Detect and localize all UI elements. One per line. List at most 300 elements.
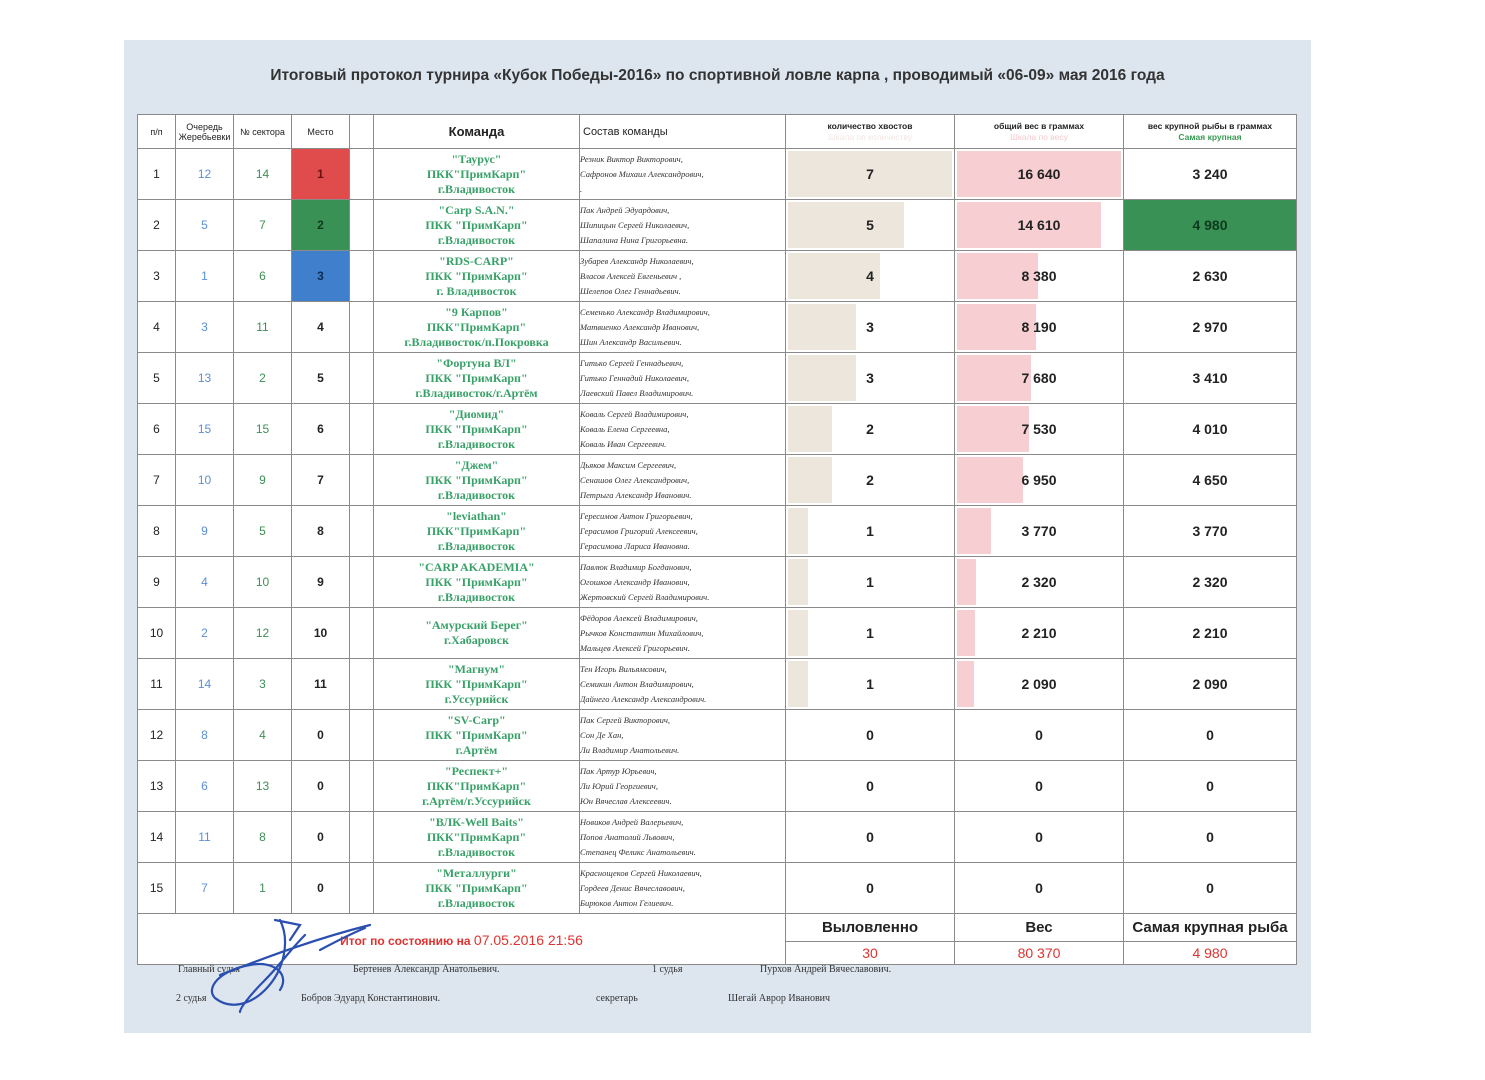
header-sector: № сектора [234, 115, 292, 149]
team-name [374, 149, 580, 200]
weight-cell [955, 557, 1124, 608]
team-members [580, 251, 786, 302]
weight-cell [955, 353, 1124, 404]
blank-cell [350, 506, 374, 557]
count-value: 1 [866, 574, 874, 590]
weight-bar [957, 508, 991, 554]
team-members [580, 659, 786, 710]
place-badge: 1 [292, 149, 350, 200]
table-row [138, 710, 1297, 761]
count-bar [788, 661, 808, 707]
team-line: г.Владивосток [437, 895, 516, 910]
member-name: Семенько Александр Владимирович, [580, 306, 710, 317]
member-name: Краснощеков Сергей Николаевич, [580, 867, 702, 878]
weight-cell [955, 506, 1124, 557]
sector-number: 10 [234, 557, 292, 608]
header-bigfish-sub: Самая крупная [1178, 131, 1242, 142]
bigfish-value: 4 650 [1124, 455, 1297, 506]
row-number: 13 [138, 761, 176, 812]
member-name: Сон Де Хан, [580, 729, 624, 740]
judge2-role: 2 судья [176, 993, 207, 1004]
member-name: Герасимова Лариса Ивановна. [580, 540, 690, 551]
member-name: Власов Алексей Евгеньевич , [580, 270, 682, 281]
team-name [374, 455, 580, 506]
member-name: Сенашов Олег Александрович, [580, 474, 690, 485]
team-name [374, 761, 580, 812]
team-line: ПКК "ПримКарп" [425, 421, 528, 436]
weight-value: 8 190 [1021, 319, 1057, 335]
team-name [374, 404, 580, 455]
secretary-role: секретарь [596, 993, 638, 1004]
team-members [580, 710, 786, 761]
team-name [374, 353, 580, 404]
totals-weight-label: Вес [955, 914, 1124, 942]
member-name: Шапалина Нина Григорьевна. [580, 234, 688, 245]
draw-order: 1 [176, 251, 234, 302]
team-line: г.Владивосток [437, 844, 516, 859]
member-name: Павлюк Владимир Богданович, [580, 561, 692, 572]
place-badge: 7 [292, 455, 350, 506]
draw-order: 7 [176, 863, 234, 914]
sector-number: 4 [234, 710, 292, 761]
team-members [580, 200, 786, 251]
count-value: 4 [866, 268, 874, 284]
team-line: ПКК"ПримКарп" [426, 523, 527, 538]
handwritten-signature [90, 880, 390, 1030]
weight-cell [955, 149, 1124, 200]
team-line: "Металлурги" [436, 865, 517, 880]
blank-cell [350, 812, 374, 863]
bigfish-value: 4 980 [1124, 200, 1297, 251]
member-name: Шипицын Сергей Николаевич, [580, 219, 690, 230]
member-name: Степанец Феликс Анатольевич. [580, 846, 696, 857]
sector-number: 1 [234, 863, 292, 914]
member-name: Жертовский Сергей Владимирович. [580, 591, 710, 602]
weight-cell [955, 710, 1124, 761]
table-row [138, 302, 1297, 353]
chief-judge-role: Главный судья [178, 964, 241, 975]
member-name: Тен Игорь Вильямсович, [580, 663, 667, 674]
team-name [374, 251, 580, 302]
chief-judge-name: Бертенев Александр Анатольевич. [353, 964, 500, 975]
bigfish-value: 0 [1124, 863, 1297, 914]
team-line: ПКК"ПримКарп" [426, 778, 527, 793]
sector-number: 6 [234, 251, 292, 302]
header-weight-label: общий вес в граммах [993, 120, 1085, 131]
team-members [580, 557, 786, 608]
weight-bar [957, 355, 1031, 401]
weight-value: 8 380 [1021, 268, 1057, 284]
team-line: "Таурус" [451, 151, 502, 166]
team-name [374, 506, 580, 557]
header-count-sub: Шкала по количеству [827, 131, 913, 142]
bigfish-value: 3 240 [1124, 149, 1297, 200]
weight-value: 16 640 [1017, 166, 1061, 182]
team-line: г.Артём [455, 742, 498, 757]
bigfish-value: 2 090 [1124, 659, 1297, 710]
team-line: ПКК "ПримКарп" [425, 676, 528, 691]
team-line: "9 Карпов" [445, 304, 508, 319]
page-title: Итоговый протокол турнира «Кубок Победы-2016» по спортивной ловле карпа , проводимый «06-09» мая 2016 года [270, 67, 1165, 84]
team-line: "ВЛК-Well Baits" [429, 814, 524, 829]
member-name: Пак Артур Юрьевич, [580, 765, 657, 776]
totals-weight-value: 80 370 [955, 942, 1124, 965]
count-bar [788, 610, 808, 656]
header-bigfish [1124, 115, 1297, 149]
weight-cell [955, 812, 1124, 863]
member-name: Новиков Андрей Валерьевич, [580, 816, 684, 827]
totals-date: 07.05.2016 21:56 [473, 932, 583, 948]
row-number: 10 [138, 608, 176, 659]
bigfish-value: 2 320 [1124, 557, 1297, 608]
weight-cell [955, 659, 1124, 710]
results-table [137, 114, 1297, 965]
header-weight-sub: Шкала по весу [1010, 131, 1068, 142]
member-name: Шин Александр Васильевич. [580, 336, 682, 347]
member-name: Лаевский Павел Владимирович. [580, 387, 694, 398]
count-cell [786, 761, 955, 812]
team-line: ПКК"ПримКарп" [426, 829, 527, 844]
member-name: Гитько Геннадий Николаевич, [580, 372, 689, 383]
team-line: ПКК "ПримКарп" [425, 268, 528, 283]
header-count [786, 115, 955, 149]
team-line: г.Владивосток/п.Покровка [404, 334, 549, 349]
team-name [374, 812, 580, 863]
team-line: "leviathan" [446, 508, 507, 523]
place-badge: 0 [292, 812, 350, 863]
member-name: . [580, 183, 583, 194]
bigfish-value: 3 410 [1124, 353, 1297, 404]
count-value: 5 [866, 217, 874, 233]
sector-number: 11 [234, 302, 292, 353]
count-value: 1 [866, 676, 874, 692]
table-row [138, 659, 1297, 710]
team-line: "Carp S.A.N." [438, 202, 515, 217]
team-name [374, 200, 580, 251]
table-row [138, 506, 1297, 557]
count-bar [788, 559, 808, 605]
team-line: ПКК"ПримКарп" [426, 319, 527, 334]
draw-order: 4 [176, 557, 234, 608]
weight-cell [955, 200, 1124, 251]
place-badge: 3 [292, 251, 350, 302]
sector-number: 8 [234, 812, 292, 863]
header-bigfish-label: вес крупной рыбы в граммах [1147, 120, 1273, 131]
draw-order: 3 [176, 302, 234, 353]
member-name: Попов Анатолий Львович, [580, 831, 675, 842]
table-row [138, 608, 1297, 659]
member-name: Ли Юрий Георгиевич, [580, 780, 658, 791]
count-cell [786, 557, 955, 608]
team-line: г.Владивосток [437, 436, 516, 451]
member-name: Ли Владимир Анатольевич. [580, 744, 680, 755]
weight-value: 7 680 [1021, 370, 1057, 386]
place-badge: 2 [292, 200, 350, 251]
bigfish-value: 4 010 [1124, 404, 1297, 455]
place-badge: 0 [292, 761, 350, 812]
weight-bar [957, 661, 974, 707]
member-name: Герасимов Григорий Алексеевич, [580, 525, 698, 536]
member-name: Мальцев Алексей Григорьевич. [580, 642, 690, 653]
count-cell [786, 863, 955, 914]
member-name: Сафронов Михаил Александрович, [580, 168, 704, 179]
place-badge: 4 [292, 302, 350, 353]
team-members [580, 404, 786, 455]
row-number: 9 [138, 557, 176, 608]
blank-cell [350, 251, 374, 302]
count-cell [786, 455, 955, 506]
member-name: Пак Сергей Викторович, [580, 714, 671, 725]
totals-note-label: Итог по состоянию на [340, 934, 471, 948]
member-name: Гересимов Антон Григорьевич, [580, 510, 693, 521]
judge2-name: Бобров Эдуард Константинович. [301, 993, 441, 1004]
count-value: 0 [866, 778, 874, 794]
row-number: 1 [138, 149, 176, 200]
team-line: г.Хабаровск [443, 633, 509, 647]
weight-bar [957, 406, 1029, 452]
draw-order: 14 [176, 659, 234, 710]
bigfish-value: 2 630 [1124, 251, 1297, 302]
row-number: 4 [138, 302, 176, 353]
table-header-row [138, 115, 1297, 149]
weight-cell [955, 455, 1124, 506]
place-badge: 9 [292, 557, 350, 608]
count-cell [786, 812, 955, 863]
count-value: 0 [866, 727, 874, 743]
team-line: г.Уссурийск [444, 691, 509, 706]
member-name: Гордеев Денис Вячеславович, [580, 882, 685, 893]
table-row [138, 812, 1297, 863]
row-number: 3 [138, 251, 176, 302]
row-number: 12 [138, 710, 176, 761]
draw-order: 2 [176, 608, 234, 659]
member-name: Зубарев Александр Николаевич, [580, 255, 694, 266]
header-weight [955, 115, 1124, 149]
member-name: Коваль Елена Сергеевна, [580, 423, 670, 434]
count-value: 1 [866, 625, 874, 641]
count-bar [788, 406, 832, 452]
bigfish-value: 0 [1124, 812, 1297, 863]
draw-order: 15 [176, 404, 234, 455]
draw-order: 8 [176, 710, 234, 761]
sector-number: 12 [234, 608, 292, 659]
weight-cell [955, 404, 1124, 455]
place-badge: 5 [292, 353, 350, 404]
team-line: ПКК "ПримКарп" [425, 727, 528, 742]
team-line: ПКК "ПримКарп" [425, 370, 528, 385]
member-name: Резник Виктор Викторович, [580, 153, 683, 164]
table-row [138, 149, 1297, 200]
team-name [374, 608, 580, 659]
team-line: ПКК"ПримКарп" [426, 166, 527, 181]
member-name: Шелепов Олег Геннадьевич. [580, 285, 681, 296]
count-cell [786, 149, 955, 200]
weight-value: 7 530 [1021, 421, 1057, 437]
sector-number: 13 [234, 761, 292, 812]
totals-caught-value: 30 [786, 942, 955, 965]
draw-order: 13 [176, 353, 234, 404]
header-team: Команда [374, 115, 580, 149]
draw-order: 11 [176, 812, 234, 863]
weight-cell [955, 863, 1124, 914]
member-name: Пак Андрей Эдуардович, [580, 204, 670, 215]
count-cell [786, 200, 955, 251]
count-value: 7 [866, 166, 874, 182]
team-line: ПКК "ПримКарп" [425, 574, 528, 589]
team-line: г.Владивосток [437, 589, 516, 604]
place-badge: 6 [292, 404, 350, 455]
weight-bar [957, 457, 1023, 503]
team-name [374, 710, 580, 761]
weight-value: 0 [1035, 829, 1043, 845]
member-name: Коваль Иван Сергеевич. [580, 438, 667, 449]
weight-cell [955, 761, 1124, 812]
blank-cell [350, 302, 374, 353]
count-cell [786, 404, 955, 455]
table-row [138, 455, 1297, 506]
weight-value: 2 210 [1021, 625, 1057, 641]
team-line: ПКК "ПримКарп" [425, 880, 528, 895]
count-cell [786, 353, 955, 404]
place-badge: 10 [292, 608, 350, 659]
count-bar [788, 355, 856, 401]
bigfish-value: 0 [1124, 710, 1297, 761]
blank-cell [350, 404, 374, 455]
blank-cell [350, 710, 374, 761]
totals-bigfish-value: 4 980 [1124, 942, 1297, 965]
row-number: 11 [138, 659, 176, 710]
count-bar [788, 457, 832, 503]
row-number: 15 [138, 863, 176, 914]
row-number: 6 [138, 404, 176, 455]
team-line: г. Владивосток [436, 283, 517, 298]
team-line: г.Владивосток [437, 538, 516, 553]
team-line: г.Артём/г.Уссурийск [422, 793, 531, 808]
sector-number: 15 [234, 404, 292, 455]
team-name [374, 659, 580, 710]
secretary-name: Шегай Аврор Иванович [728, 993, 831, 1004]
blank-cell [350, 659, 374, 710]
blank-cell [350, 200, 374, 251]
row-number: 2 [138, 200, 176, 251]
count-cell [786, 659, 955, 710]
count-value: 3 [866, 319, 874, 335]
weight-value: 0 [1035, 880, 1043, 896]
row-number: 7 [138, 455, 176, 506]
draw-order: 6 [176, 761, 234, 812]
count-cell [786, 506, 955, 557]
row-number: 8 [138, 506, 176, 557]
blank-cell [350, 761, 374, 812]
member-name: Бирюков Антон Гелиевич. [580, 897, 674, 908]
bigfish-value: 2 210 [1124, 608, 1297, 659]
table-row [138, 200, 1297, 251]
team-members [580, 302, 786, 353]
count-value: 0 [866, 829, 874, 845]
place-badge: 8 [292, 506, 350, 557]
table-row [138, 251, 1297, 302]
member-name: Дайнего Александр Александрович. [580, 693, 707, 704]
blank-cell [350, 353, 374, 404]
weight-value: 2 320 [1021, 574, 1057, 590]
judge1-name: Пурхов Андрей Вячеславович. [760, 964, 892, 975]
team-line: "SV-Carp" [447, 712, 506, 727]
team-members [580, 353, 786, 404]
sector-number: 9 [234, 455, 292, 506]
team-members [580, 149, 786, 200]
blank-cell [350, 149, 374, 200]
draw-order: 12 [176, 149, 234, 200]
member-name: Коваль Сергей Владимирович, [580, 408, 689, 419]
team-name [374, 557, 580, 608]
weight-cell [955, 251, 1124, 302]
count-cell [786, 710, 955, 761]
member-name: Гитько Сергей Геннадьевич, [580, 357, 684, 368]
header-count-label: количество хвостов [827, 120, 913, 131]
header-num: п/п [138, 115, 176, 149]
team-line: "CARP AKADEMIA" [418, 559, 535, 574]
header-place: Место [292, 115, 350, 149]
team-members [580, 506, 786, 557]
blank-cell [350, 557, 374, 608]
weight-value: 6 950 [1021, 472, 1057, 488]
header-composition: Состав команды [580, 115, 786, 149]
weight-value: 14 610 [1017, 217, 1061, 233]
row-number: 14 [138, 812, 176, 863]
count-cell [786, 302, 955, 353]
count-cell [786, 251, 955, 302]
team-line: "Магнум" [447, 661, 506, 676]
count-bar [788, 508, 808, 554]
sector-number: 2 [234, 353, 292, 404]
totals-caught-label: Выловленно [786, 914, 955, 942]
team-line: ПКК "ПримКарп" [425, 472, 528, 487]
member-name: Огошков Александр Иванович, [580, 576, 690, 587]
sector-number: 5 [234, 506, 292, 557]
team-line: "RDS-CARP" [439, 253, 514, 268]
team-line: г.Владивосток/г.Артём [415, 385, 538, 400]
sector-number: 7 [234, 200, 292, 251]
team-line: "Джем" [454, 457, 499, 472]
team-line: ПКК "ПримКарп" [425, 217, 528, 232]
member-name: Семикин Антон Владимирович, [580, 678, 694, 689]
draw-order: 10 [176, 455, 234, 506]
count-value: 3 [866, 370, 874, 386]
weight-bar [957, 559, 976, 605]
place-badge: 11 [292, 659, 350, 710]
weight-value: 0 [1035, 778, 1043, 794]
team-line: "Фортуна ВЛ" [436, 355, 517, 370]
weight-cell [955, 302, 1124, 353]
team-members [580, 761, 786, 812]
team-name [374, 302, 580, 353]
team-line: "Респект+" [444, 763, 509, 778]
team-line: "Амурский Берег" [425, 618, 528, 632]
table-row [138, 353, 1297, 404]
draw-order: 5 [176, 200, 234, 251]
blank-cell [350, 455, 374, 506]
draw-order: 9 [176, 506, 234, 557]
table-row [138, 761, 1297, 812]
team-members [580, 812, 786, 863]
member-name: Юн Вячеслав Алексеевич. [580, 795, 672, 806]
team-line: г.Владивосток [437, 232, 516, 247]
table-row [138, 404, 1297, 455]
table-row [138, 557, 1297, 608]
bigfish-value: 2 970 [1124, 302, 1297, 353]
weight-bar [957, 610, 975, 656]
weight-value: 3 770 [1021, 523, 1057, 539]
